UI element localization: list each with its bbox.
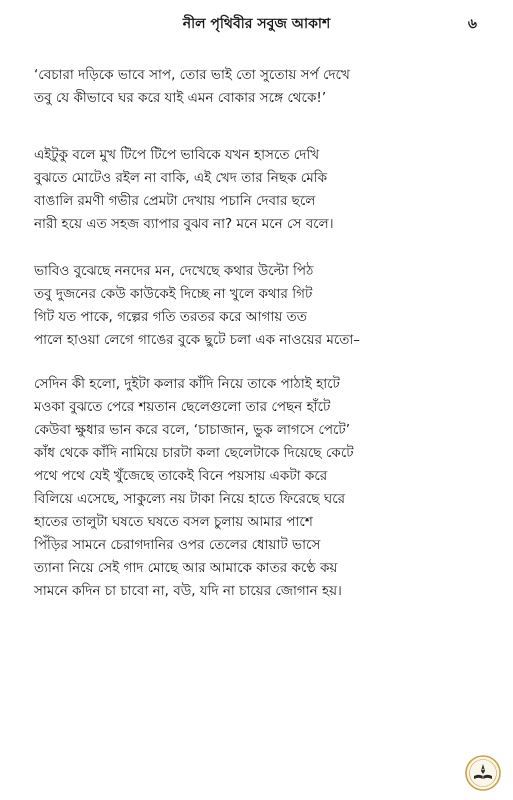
stanza-3: [34, 260, 494, 352]
poem-line: ত্যানা নিয়ে সেই গাদ মোছে আর আমাকে কাতর কণ্ঠে কয়: [34, 560, 338, 576]
poem-line: তবু দুজনের কেউ কাউকেই দিচ্ছে না খুলে কথার গিট: [34, 286, 313, 302]
poem-line: বিলিয়ে এসেছে, সাকুল্যে নয় টাকা নিয়ে হাতে ফিরেছে ঘরে: [34, 491, 346, 507]
page-number: ৬: [467, 16, 477, 32]
poem-line: হাতের তালুটা ঘষতে ঘষতে বসল চুলায় আমার পাশে: [34, 514, 313, 530]
poem-line: ভাবিও বুঝেছে ননদের মন, দেখেছে কথার উল্টো পিঠ: [34, 263, 314, 279]
poem-line: নারী হয়ে এত সহজ ব্যাপার বুঝব না? মনে মনে সে বলে।: [34, 216, 334, 232]
poem-line: সেদিন কী হলো, দুইটা কলার কাঁদি নিয়ে তাকে পাঠাই হাটে: [34, 376, 340, 392]
poem-line: মওকা বুঝতে পেরে শয়তান ছেলেগুলো তার পেছন হাঁটে: [34, 399, 331, 415]
poem-line: সামনে কদিন চা চাবো না, বউ, যদি না চায়ের জোগান হয়।: [34, 583, 342, 599]
poem-line: পালে হাওয়া লেগে গাঙের বুকে ছুটে চলা এক নাওয়ের মতো–: [34, 332, 361, 348]
poem-line: তবু যে কীভাবে ঘর করে যাই এমন বোকার সঙ্গে থেকে!’: [34, 90, 327, 106]
stanza-4: [34, 373, 494, 603]
poem-line: পথে পথে যেই খুঁজেছে তাকেই বিনে পয়সায় একটা করে: [34, 468, 328, 484]
book-pen-emblem-icon: [465, 755, 501, 791]
poem-line: ‘বেচারা দড়িকে ভাবে সাপ, তোর ভাই তো সুতোয় সর্প দেখে: [34, 67, 350, 83]
poem-line: এইটুকু বলে মুখ টিপে টিপে ভাবিকে যখন হাসতে দেখি: [34, 147, 320, 163]
poem-line: কাঁধ থেকে কাঁদি নামিয়ে চারটা কলা ছেলেটাকে দিয়েছে কেটে: [34, 445, 354, 461]
stanza-2: [34, 144, 494, 236]
poem-line: কেউবা ক্ষুধার ভান করে বলে, ‘চাচাজান, ভুক লাগসে পেটে’: [34, 422, 351, 438]
publisher-logo: [465, 755, 501, 791]
poem-line: বুঝতে মোটেও রইল না বাকি, এই খেদ তার নিছক মেকি: [34, 170, 328, 186]
running-title: নীল পৃথিবীর সবুজ আকাশ: [182, 16, 331, 32]
stanza-1: [34, 64, 494, 110]
poem-line: পিঁড়ির সামনে চেরাগদানির ওপর তেলের ধোয়াট ভাসে: [34, 537, 321, 553]
poem-line: বাঙালি রমণী গভীর প্রেমটা দেখায় পচানি দেবার ছলে: [34, 193, 316, 209]
poem-line: গিট যত পাকে, গল্পের গতি তরতর করে আগায় তত: [34, 309, 307, 325]
page-header: [0, 10, 513, 34]
